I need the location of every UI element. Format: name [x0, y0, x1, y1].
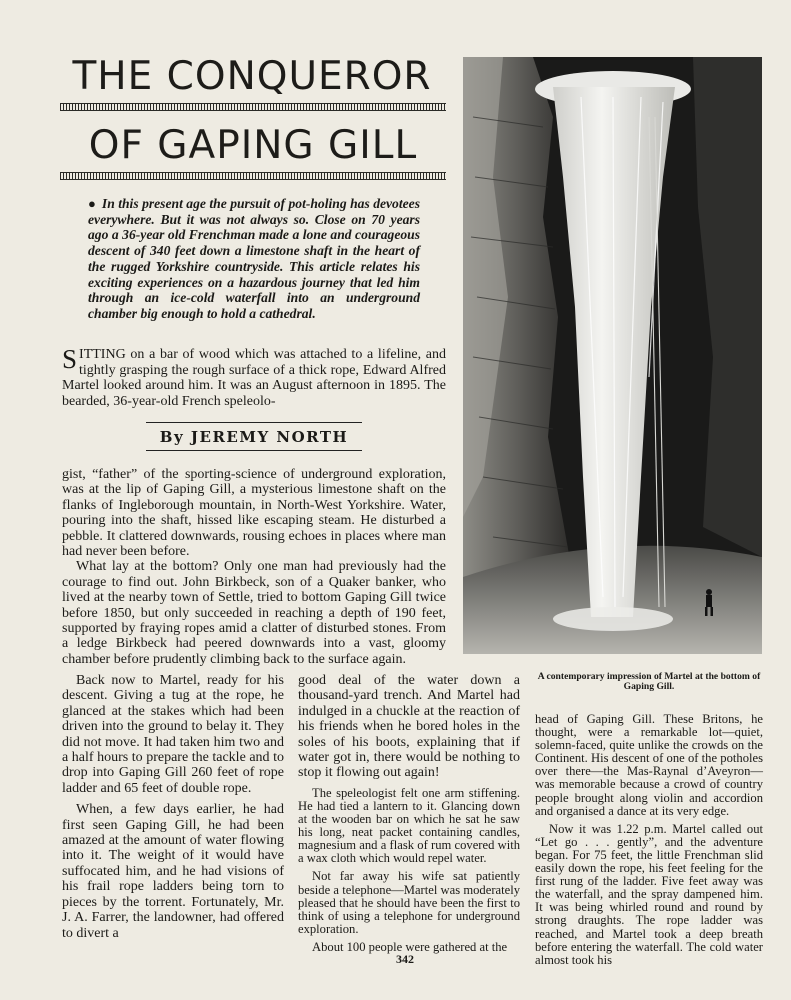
illustration-cave-waterfall: [463, 57, 762, 654]
column-3-paragraph-2: Now it was 1.22 p.m. Martel called out “Let go . . . gently”, and the adventure began. For 75 feet, the little Frenchman slid easily down the rope, his feet feeling for the first rung of the ladder. Five feet away was the waterfall, and the spray dampened him. It was being whirled round and round by strong draughts. The rope ladder was reached, and Martel took a deep breath before entering the waterfall. The cold water almost took his: [535, 821, 763, 967]
byline: By JEREMY NORTH: [159, 428, 349, 446]
headline-line-2: OF GAPING GILL: [88, 123, 418, 168]
cave-waterfall-engraving: [463, 57, 762, 654]
standfirst: [88, 196, 420, 322]
column-2-paragraph-3: Not far away his wife sat patiently beside a telephone—Martel was moderately pleased that he should have been the first to think of using a telephone for underground exploration.: [298, 869, 520, 936]
page-number: 342: [396, 952, 414, 966]
lead-text: ITTING on a bar of wood which was attached to a lifeline, and tightly grasping the rough surface of a thick rope, Edward Alfred Martel looked around him. It was an August afternoon in 1895. The bearded, 36-year-old French speleolo-: [62, 347, 446, 409]
illustration-caption: A contemporary impression of Martel at the bottom of Gaping Gill.: [537, 671, 761, 692]
column-1-paragraph-2: When, a few days earlier, he had first seen Gaping Gill, he had been amazed at the amount of water flowing into it. The weight of it would have suffocated him, and he had visions of his frail rope ladders being torn to pieces by the torrent. Fortunately, Mr. J. A. Farrer, the landowner, had offered to divert a: [62, 802, 284, 941]
column-3: [535, 713, 763, 967]
column-3-paragraph-1: head of Gaping Gill. These Britons, he thought, were a remarkable lot—quiet, solemn-faced, quite unlike the crowds on the Continent. His descent of one of the potholes over there—the Mas-Raynal d’Aveyron—was memorable because a crowd of country people brought along violin and accordion and organised a dance at its very edge.: [535, 712, 763, 818]
drop-cap: S: [62, 344, 78, 374]
paragraph-1: gist, “father” of the sporting-science of underground exploration, was at the lip of Gaping Gill, a mysterious limestone shaft on the flanks of Ingleborough mountain, in North-West Yorkshire. Water, pouring into the shaft, hissed like escaping steam. He disturbed a pebble. It clattered downwards, rousing echoes in places where man had never been before.: [62, 467, 446, 560]
paragraph-2: What lay at the bottom? Only one man had previously had the courage to find out. John Birkbeck, son of a Quaker banker, who lived at the nearby town of Settle, tried to bottom Gaping Gill twice before 1850, but only succeeded in reaching a depth of 190 feet, supported by fraying ropes amid a clatter of disturbed stones. From a ledge Birkbeck had peered downwards into a vast, gloomy chamber before prudently climbing back to the surface again.: [62, 559, 446, 667]
byline-box: [146, 422, 362, 451]
column-2-paragraph-1: good deal of the water down a thousand-yard trench. And Martel had indulged in a chuckle at the reaction of his friends when he bored holes in the soles of his boots, explaining that if water got in, there would be nothing to stop it flowing out again!: [298, 673, 520, 781]
bullet-icon: ●: [88, 196, 96, 211]
lead-paragraph: [62, 344, 446, 409]
column-2-paragraph-4: About 100 people were gathered at the: [312, 939, 508, 954]
headline-rule-bottom: [60, 172, 446, 180]
column-2-paragraph-2: The speleologist felt one arm stiffening. He had tied a lantern to it. Glancing down at the wooden bar on which he sat he saw his long, neat packet containing candles, magnesium and a flask of rum covered with a wax cloth which would repel water.: [298, 785, 520, 866]
column-1-paragraph-1: Back now to Martel, ready for his descent. Giving a tug at the rope, he glanced at the stakes which had been driven into the ground to belay it. They did not move. It had taken him two and a half hours to prepare the tackle and to drop into Gaping Gill 260 feet of rope ladder and 65 feet of double rope.: [62, 673, 284, 796]
full-width-text: [62, 467, 446, 667]
headline-rule-top: [60, 103, 446, 111]
column-1: [62, 673, 284, 941]
standfirst-text: In this present age the pursuit of pot-holing has devotees everywhere. But it was not always so. Close on 70 years ago a 36-year old Frenchman made a lone and courageous descent of 340 feet down a limestone shaft in the heart of the rugged Yorkshire countryside. This article relates his exciting experiences on a hazardous journey that led him through an ice-cold waterfall into an underground chamber big enough to hold a cathedral.: [88, 196, 420, 321]
headline-line-1: THE CONQUEROR: [72, 54, 432, 99]
column-2: [298, 673, 520, 954]
